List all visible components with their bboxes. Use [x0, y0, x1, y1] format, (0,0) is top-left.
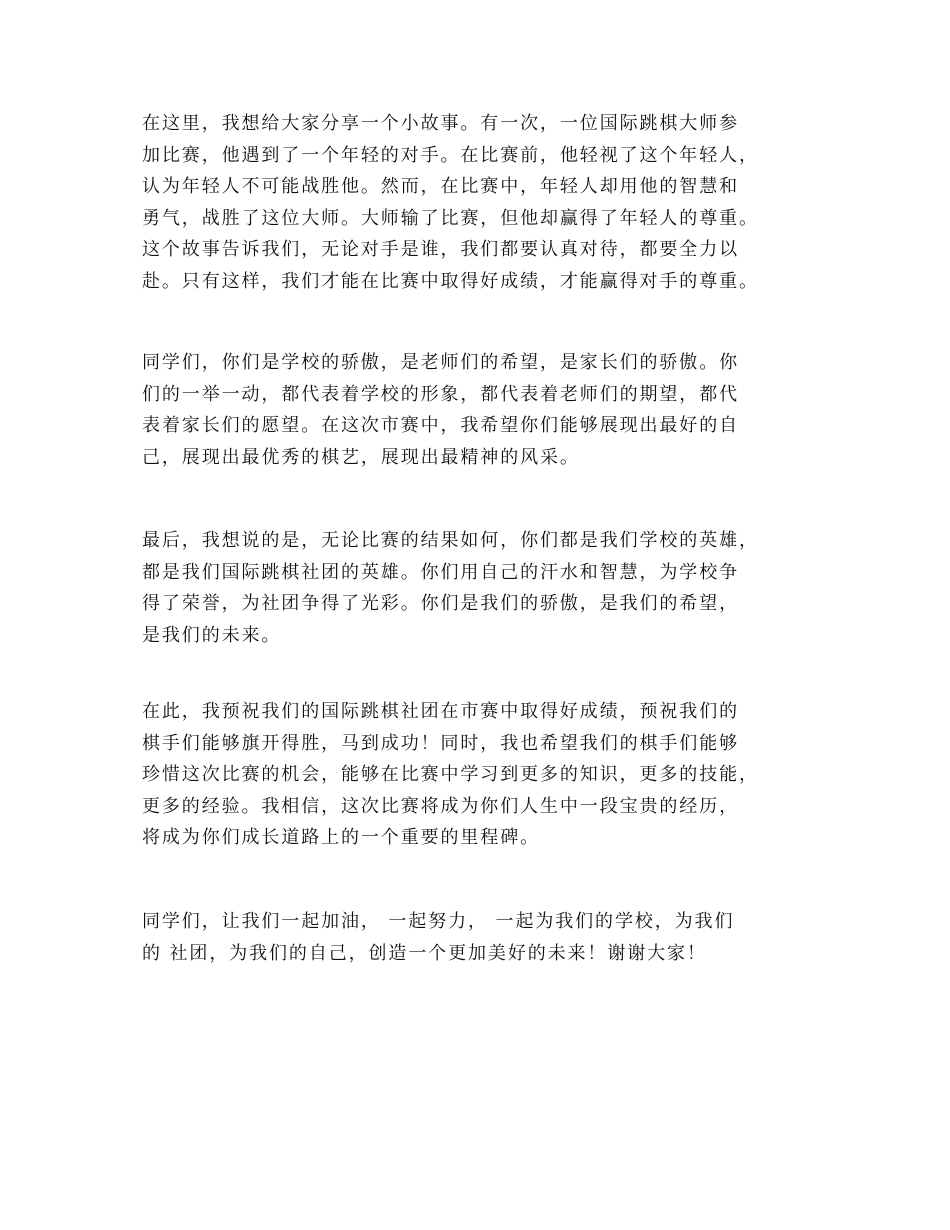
- text-line: 加比赛，他遇到了一个年轻的对手。在比赛前，他轻视了这个年轻人，: [142, 144, 759, 166]
- text-line: 己，展现出最优秀的棋艺，展现出最精神的风采。: [142, 446, 580, 468]
- text-line: 的 社团，为我们的自己，创造一个更加美好的未来！谢谢大家！: [142, 942, 707, 964]
- paragraph-story: [142, 108, 832, 297]
- text-line: 是我们的未来。: [142, 624, 282, 646]
- text-line: 最后，我想说的是，无论比赛的结果如何，你们都是我们学校的英雄，: [142, 530, 759, 551]
- text-line: 珍惜这次比赛的机会，能够在比赛中学习到更多的知识，更多的技能，: [142, 764, 759, 785]
- text-line: 们的一举一动，都代表着学校的形象，都代表着老师们的期望，都代: [142, 383, 739, 405]
- text-line: 勇气，战胜了这位大师。大师输了比赛，但他却赢得了年轻人的尊重。: [142, 207, 759, 229]
- text-line: 这个故事告诉我们，无论对手是谁，我们都要认真对待，都要全力以: [142, 239, 739, 260]
- text-line: 认为年轻人不可能战胜他。然而，在比赛中，年轻人却用他的智慧和: [142, 176, 739, 197]
- paragraph-students-pride: [142, 347, 832, 473]
- text-line: 同学们，让我们一起加油， 一起努力， 一起为我们的学校，为我们: [142, 911, 735, 932]
- text-line: 在这里，我想给大家分享一个小故事。有一次，一位国际跳棋大师参: [142, 113, 739, 134]
- paragraph-heroes: [142, 525, 832, 651]
- paragraph-closing: [142, 906, 832, 969]
- text-line: 赴。只有这样，我们才能在比赛中取得好成绩，才能赢得对手的尊重。: [142, 270, 759, 292]
- text-line: 更多的经验。我相信，这次比赛将成为你们人生中一段宝贵的经历，: [142, 795, 739, 817]
- text-line: 同学们，你们是学校的骄傲，是老师们的希望，是家长们的骄傲。你: [142, 352, 739, 373]
- text-line: 表着家长们的愿望。在这次市赛中，我希望你们能够展现出最好的自: [142, 415, 739, 436]
- text-line: 将成为你们成长道路上的一个重要的里程碑。: [142, 827, 540, 848]
- text-line: 棋手们能够旗开得胜，马到成功！同时，我也希望我们的棋手们能够: [142, 732, 739, 754]
- paragraph-wishes: [142, 696, 832, 854]
- text-line: 在此，我预祝我们的国际跳棋社团在市赛中取得好成绩，预祝我们的: [142, 701, 739, 722]
- text-line: 都是我们国际跳棋社团的英雄。你们用自己的汗水和智慧，为学校争: [142, 561, 739, 583]
- text-line: 得了荣誉，为社团争得了光彩。你们是我们的骄傲，是我们的希望，: [142, 593, 739, 614]
